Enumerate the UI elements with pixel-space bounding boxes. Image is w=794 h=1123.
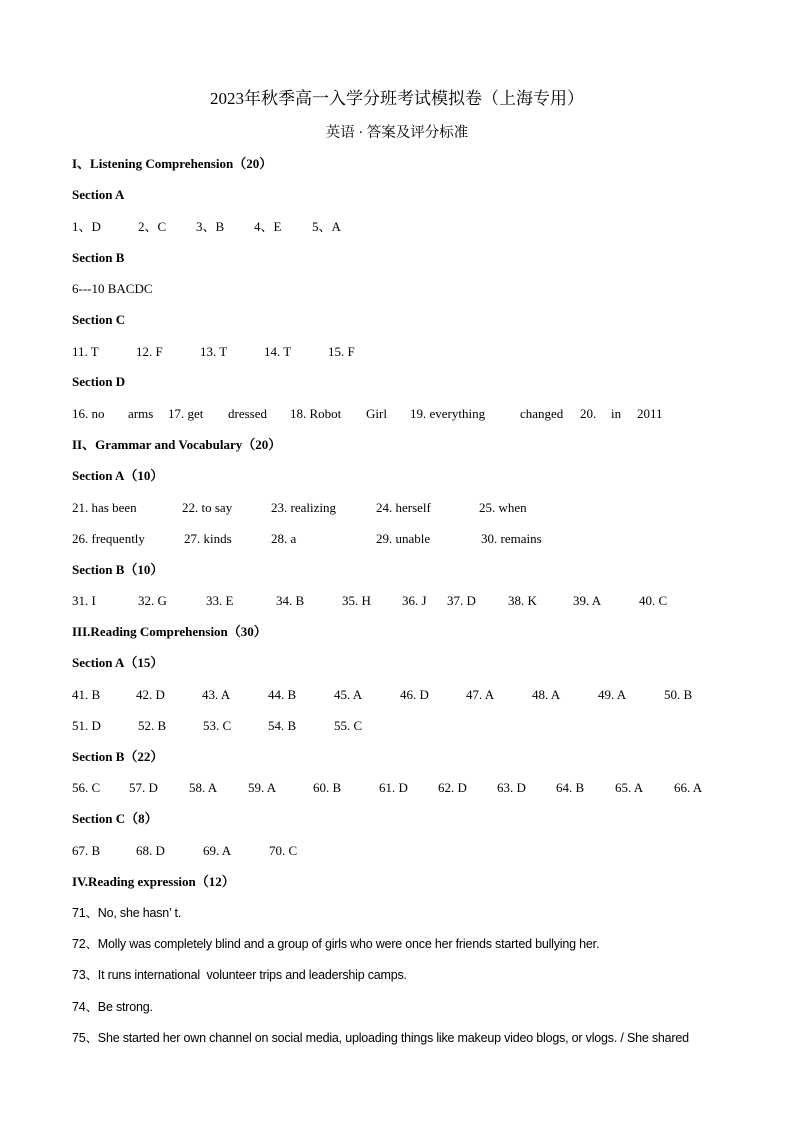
answer-item: 15. F: [328, 344, 355, 359]
answer-item: 12. F: [136, 344, 163, 359]
answer-item: 47. A: [466, 687, 495, 702]
answer-item: changed: [520, 406, 564, 421]
part1-section-a-heading: Section A: [72, 187, 125, 202]
answer-item: 16. no: [72, 406, 105, 421]
answer-item: 60. B: [313, 780, 342, 795]
answer-item: 70. C: [269, 843, 298, 858]
answer-item: 43. A: [202, 687, 231, 702]
answer-item: 5、A: [312, 219, 341, 234]
part2-section-b-heading: Section B（10）: [72, 562, 164, 577]
answer-item: in: [611, 406, 622, 421]
answer-item: 39. A: [573, 593, 602, 608]
answer-item: 58. A: [189, 780, 218, 795]
answer-item: 49. A: [598, 687, 627, 702]
answer-item: 21. has been: [72, 500, 137, 515]
answer-item: 53. C: [203, 718, 232, 733]
answer-item: 41. B: [72, 687, 101, 702]
answer-item: 4、E: [254, 219, 282, 234]
answer-item: 55. C: [334, 718, 363, 733]
answer-item: 42. D: [136, 687, 165, 702]
answer-item: 57. D: [129, 780, 158, 795]
answer-item: 34. B: [276, 593, 305, 608]
answer-item: 28. a: [271, 531, 297, 546]
answer-item: 66. A: [674, 780, 703, 795]
answer-item: 29. unable: [376, 531, 431, 546]
answer-item: 22. to say: [182, 500, 233, 515]
answer-item: 61. D: [379, 780, 408, 795]
answer-item: 65. A: [615, 780, 644, 795]
page-title: 2023年秋季高一入学分班考试模拟卷（上海专用）: [210, 89, 584, 108]
part3-section-b-heading: Section B（22）: [72, 749, 164, 764]
answer-item: 50. B: [664, 687, 693, 702]
answer-item: 62. D: [438, 780, 467, 795]
answer-item: 68. D: [136, 843, 165, 858]
answer-item: 64. B: [556, 780, 585, 795]
answer-71: 71、No, she hasn’ t.: [72, 906, 181, 920]
answer-item: 14. T: [264, 344, 292, 359]
answer-item: arms: [128, 406, 154, 421]
answer-item: 35. H: [342, 593, 371, 608]
answer-item: 2011: [637, 406, 663, 421]
part3-section-a-heading: Section A（15）: [72, 655, 164, 670]
answer-item: 30. remains: [481, 531, 542, 546]
page-subtitle: 英语 · 答案及评分标准: [325, 125, 469, 141]
answer-73: 73、It runs international volunteer trips and leadership camps.: [72, 968, 407, 982]
answer-item: 13. T: [200, 344, 228, 359]
answer-item: 44. B: [268, 687, 297, 702]
part2-section-a-heading: Section A（10）: [72, 468, 164, 483]
answer-item: 32. G: [138, 593, 167, 608]
answer-item: 46. D: [400, 687, 429, 702]
part1-heading: I、Listening Comprehension（20）: [72, 156, 273, 171]
answer-item: 3、B: [196, 219, 225, 234]
answer-item: 63. D: [497, 780, 526, 795]
answer-item: 31. I: [72, 593, 96, 608]
answer-item: 67. B: [72, 843, 101, 858]
answer-72: 72、Molly was completely blind and a group of girls who were once her friends started bullying her.: [72, 937, 600, 951]
answer-item: 11. T: [72, 344, 99, 359]
answer-item: dressed: [228, 406, 267, 421]
answer-item: 2、C: [138, 219, 167, 234]
answer-74: 74、Be strong.: [72, 1000, 153, 1014]
part1-section-b-answer: 6---10 BACDC: [72, 281, 153, 296]
answer-item: 37. D: [447, 593, 476, 608]
part3-section-c-heading: Section C（8）: [72, 811, 158, 826]
answer-item: 17. get: [168, 406, 204, 421]
answer-item: 56. C: [72, 780, 101, 795]
part1-section-d-heading: Section D: [72, 374, 126, 389]
answer-item: 54. B: [268, 718, 297, 733]
answer-item: 48. A: [532, 687, 561, 702]
answer-item: 1、D: [72, 219, 101, 234]
answer-item: 18. Robot: [290, 406, 342, 421]
answer-item: 38. K: [508, 593, 537, 608]
answer-item: 25. when: [479, 500, 527, 515]
answer-item: 59. A: [248, 780, 277, 795]
answer-item: 24. herself: [376, 500, 431, 515]
answer-item: 23. realizing: [271, 500, 336, 515]
answer-item: 27. kinds: [184, 531, 232, 546]
answer-item: 26. frequently: [72, 531, 145, 546]
part1-section-b-heading: Section B: [72, 250, 125, 265]
answer-item: 69. A: [203, 843, 232, 858]
part3-heading: III.Reading Comprehension（30）: [72, 624, 267, 639]
answer-item: 52. B: [138, 718, 167, 733]
part1-section-c-heading: Section C: [72, 312, 126, 327]
answer-item: 40. C: [639, 593, 668, 608]
answer-item: 19. everything: [410, 406, 486, 421]
answer-item: Girl: [366, 406, 387, 421]
answer-item: 36. J: [402, 593, 427, 608]
part4-heading: IV.Reading expression（12）: [72, 874, 235, 889]
answer-item: 51. D: [72, 718, 101, 733]
answer-item: 33. E: [206, 593, 234, 608]
part2-heading: II、Grammar and Vocabulary（20）: [72, 437, 282, 452]
answer-item: 45. A: [334, 687, 363, 702]
answer-75: 75、She started her own channel on social media, uploading things like makeup video blogs, or vlogs. / She shared: [72, 1031, 689, 1045]
answer-item: 20.: [580, 406, 597, 421]
